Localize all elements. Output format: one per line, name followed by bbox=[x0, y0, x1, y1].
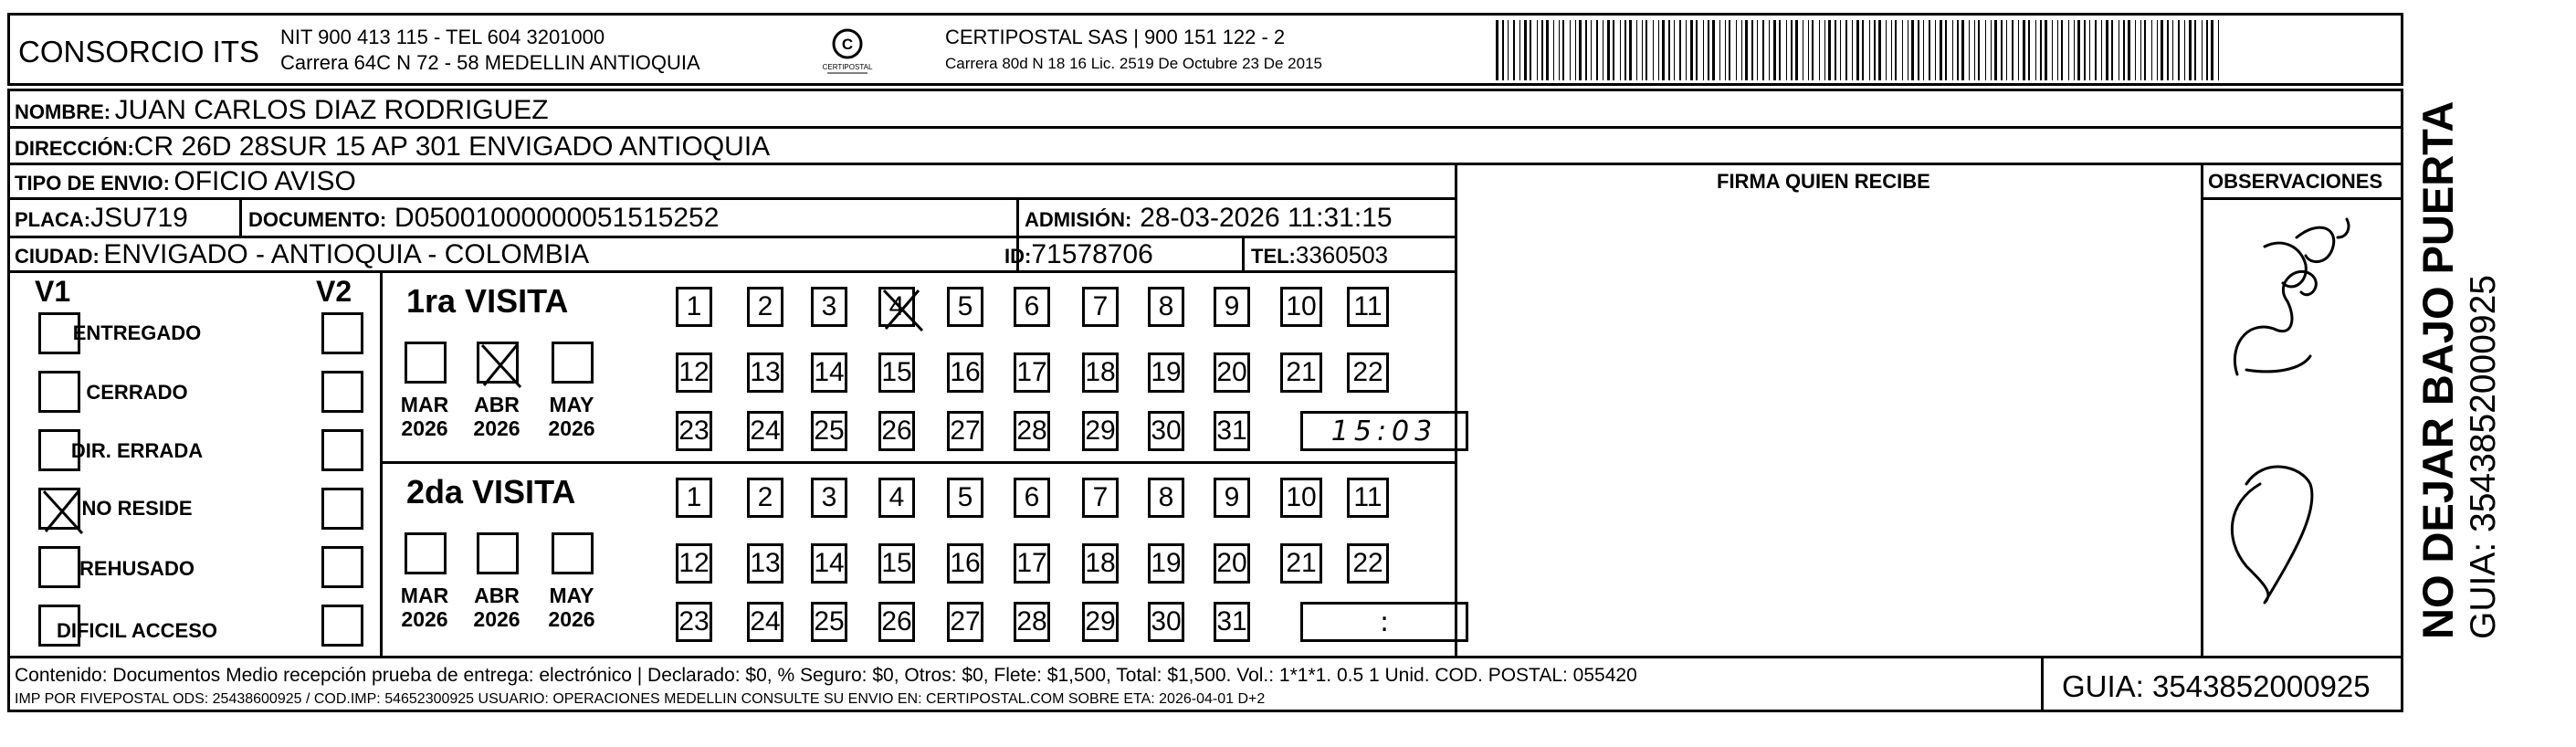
visit-2-month-checkbox-2[interactable] bbox=[477, 532, 519, 574]
visit-1-day-21[interactable]: 21 bbox=[1280, 352, 1322, 393]
visit-2-month-checkbox-3[interactable] bbox=[552, 532, 594, 574]
visit-1-day-10[interactable]: 10 bbox=[1280, 287, 1322, 327]
company-nit: NIT 900 413 115 - TEL 604 3201000 bbox=[280, 26, 605, 48]
admision-label: ADMISIÓN: bbox=[1025, 208, 1132, 231]
company-name: CONSORCIO ITS bbox=[18, 35, 260, 68]
visit-1-day-24[interactable]: 24 bbox=[747, 411, 783, 451]
visit-1-day-15[interactable]: 15 bbox=[878, 352, 915, 393]
visit-1-day-13[interactable]: 13 bbox=[747, 352, 783, 393]
imp-text: IMP POR FIVEPOSTAL ODS: 25438600925 / COD.IMP: 54652300925 USUARIO: OPERACIONES MEDELLIN CONSULTE SU ENVIO EN: CERTIPOSTAL.COM SOBRE ETA: 2026-04-01 D+2 bbox=[15, 691, 1266, 707]
visit-1-day-18[interactable]: 18 bbox=[1082, 352, 1119, 393]
visit-1-day-23[interactable]: 23 bbox=[676, 411, 712, 451]
visit-2-day-7[interactable]: 7 bbox=[1082, 478, 1119, 518]
certipostal-logo bbox=[811, 26, 884, 77]
documento-label: DOCUMENTO: bbox=[248, 208, 387, 231]
id-value: 71578706 bbox=[1031, 239, 1153, 269]
tipo-row bbox=[15, 168, 356, 195]
visit-2-day-22[interactable]: 22 bbox=[1347, 543, 1389, 584]
nombre-value: JUAN CARLOS DIAZ RODRIGUEZ bbox=[114, 95, 549, 125]
visit-2-month-label-1: MAR 2026 bbox=[400, 584, 449, 632]
tel-label: TEL: bbox=[1251, 245, 1296, 268]
contenido-text: Contenido: Documentos Medio recepción prueba de entrega: electrónico | Declarado: $0, % Seguro: $0, Otros: $0, Flete: $1,500, Total: $1,500. Vol.: 1*1*1. 0.5 1 Unid. COD. POSTAL: 055420 bbox=[15, 665, 1637, 686]
visit-2-day-14[interactable]: 14 bbox=[811, 543, 847, 584]
visit-2-day-16[interactable]: 16 bbox=[947, 543, 983, 584]
visit-2-day-12[interactable]: 12 bbox=[676, 543, 712, 584]
visit-1-day-14[interactable]: 14 bbox=[811, 352, 847, 393]
tel-value: 3360503 bbox=[1295, 241, 1389, 268]
visit-2-day-8[interactable]: 8 bbox=[1148, 478, 1184, 518]
company-address: Carrera 64C N 72 - 58 MEDELLIN ANTIOQUIA bbox=[280, 51, 700, 74]
status-v2-checkbox-cerrado[interactable] bbox=[321, 371, 363, 413]
direccion-row bbox=[15, 133, 770, 161]
visit-1-month-label-3: MAY 2026 bbox=[548, 393, 595, 441]
visit-2-day-18[interactable]: 18 bbox=[1082, 543, 1119, 584]
direccion-value: CR 26D 28SUR 15 AP 301 ENVIGADO ANTIOQUIA bbox=[133, 132, 771, 162]
visit-2-day-30[interactable]: 30 bbox=[1148, 602, 1184, 642]
direccion-label: DIRECCIÓN: bbox=[15, 137, 134, 160]
tipo-value: OFICIO AVISO bbox=[173, 166, 356, 196]
nombre-row bbox=[15, 97, 549, 124]
status-label-cerrado: CERRADO bbox=[86, 381, 188, 404]
visit-2-day-13[interactable]: 13 bbox=[747, 543, 783, 584]
courier-address: Carrera 80d N 18 16 Lic. 2519 De Octubre 23 De 2015 bbox=[945, 55, 1322, 72]
admision-row bbox=[1025, 205, 1393, 232]
status-label-entregado: ENTREGADO bbox=[72, 321, 202, 344]
v1-label: V1 bbox=[35, 275, 71, 308]
visit-1-day-16[interactable]: 16 bbox=[947, 352, 983, 393]
side-line1: NO DEJAR BAJO PUERTA bbox=[2413, 100, 2462, 639]
firma-label: FIRMA QUIEN RECIBE bbox=[1717, 170, 1930, 193]
visit-2-month-label-2: ABR 2026 bbox=[473, 584, 520, 632]
visit-2-day-24[interactable]: 24 bbox=[747, 602, 783, 642]
svg-text:C: C bbox=[841, 36, 854, 53]
status-v2-checkbox-dificil-acceso[interactable] bbox=[321, 605, 363, 647]
logo-text: CERTIPOSTAL bbox=[822, 63, 873, 71]
documento-value: D05001000000051515252 bbox=[394, 203, 720, 233]
visit-1-day-3[interactable]: 3 bbox=[811, 287, 847, 327]
tel-row bbox=[1251, 243, 1388, 267]
visit-1-day-6[interactable]: 6 bbox=[1014, 287, 1050, 327]
visit-2-day-6[interactable]: 6 bbox=[1014, 478, 1050, 518]
visit-1-month-checkbox-3[interactable] bbox=[552, 342, 594, 384]
visit-1-day-17[interactable]: 17 bbox=[1014, 352, 1050, 393]
id-row bbox=[1004, 241, 1153, 268]
barcode bbox=[1496, 20, 2223, 80]
visit-2-day-4[interactable]: 4 bbox=[878, 478, 915, 518]
status-label-rehusado: REHUSADO bbox=[79, 557, 195, 580]
visit-1-day-25[interactable]: 25 bbox=[811, 411, 847, 451]
visit-1-month-label-2: ABR 2026 bbox=[473, 393, 520, 441]
visit-1-day-22[interactable]: 22 bbox=[1347, 352, 1389, 393]
visit-1-day-7[interactable]: 7 bbox=[1082, 287, 1119, 327]
observaciones-label: OBSERVACIONES bbox=[2208, 170, 2383, 193]
visit-title-2: 2da VISITA bbox=[406, 473, 576, 510]
visit-2-day-1[interactable]: 1 bbox=[676, 478, 712, 518]
status-v2-checkbox-entregado[interactable] bbox=[321, 312, 363, 354]
visit-1-time-box[interactable]: 15:03 bbox=[1300, 411, 1468, 451]
v2-label: V2 bbox=[316, 275, 352, 308]
status-v2-checkbox-no-reside[interactable] bbox=[321, 488, 363, 530]
courier-name: CERTIPOSTAL SAS | 900 151 122 - 2 bbox=[945, 26, 1286, 48]
visit-1-day-28[interactable]: 28 bbox=[1014, 411, 1050, 451]
visit-2-day-29[interactable]: 29 bbox=[1082, 602, 1119, 642]
visit-1-day-4[interactable]: 4 bbox=[878, 287, 915, 327]
nombre-label: NOMBRE: bbox=[15, 100, 111, 123]
documento-row bbox=[248, 205, 719, 232]
day-check-mark bbox=[881, 289, 918, 330]
visit-1-day-1[interactable]: 1 bbox=[676, 287, 712, 327]
visit-2-day-20[interactable]: 20 bbox=[1214, 543, 1250, 584]
visit-2-day-2[interactable]: 2 bbox=[747, 478, 783, 518]
visit-1-day-11[interactable]: 11 bbox=[1347, 287, 1389, 327]
visit-1-day-27[interactable]: 27 bbox=[947, 411, 983, 451]
visit-1-day-19[interactable]: 19 bbox=[1148, 352, 1184, 393]
visit-1-day-31[interactable]: 31 bbox=[1214, 411, 1250, 451]
visit-1-day-5[interactable]: 5 bbox=[947, 287, 983, 327]
visit-2-day-15[interactable]: 15 bbox=[878, 543, 915, 584]
visit-2-day-11[interactable]: 11 bbox=[1347, 478, 1389, 518]
visit-2-day-25[interactable]: 25 bbox=[811, 602, 847, 642]
status-label-dificil-acceso: DIFICIL ACCESO bbox=[56, 619, 217, 642]
visit-2-day-17[interactable]: 17 bbox=[1014, 543, 1050, 584]
visit-2-time-box[interactable]: : bbox=[1300, 602, 1468, 642]
visit-1-day-8[interactable]: 8 bbox=[1148, 287, 1184, 327]
status-v2-checkbox-dir-errada[interactable] bbox=[321, 429, 363, 471]
ciudad-row bbox=[15, 241, 589, 268]
main-form bbox=[7, 89, 2403, 712]
visit-1-month-label-1: MAR 2026 bbox=[400, 393, 449, 441]
side-text bbox=[2411, 100, 2529, 639]
visit-2-day-21[interactable]: 21 bbox=[1280, 543, 1322, 584]
visit-1-day-12[interactable]: 12 bbox=[676, 352, 712, 393]
visit-2-day-9[interactable]: 9 bbox=[1214, 478, 1250, 518]
visit-2-day-10[interactable]: 10 bbox=[1280, 478, 1322, 518]
visit-2-day-3[interactable]: 3 bbox=[811, 478, 847, 518]
placa-label: PLACA: bbox=[15, 208, 91, 231]
ciudad-label: CIUDAD: bbox=[15, 245, 100, 268]
ciudad-value: ENVIGADO - ANTIOQUIA - COLOMBIA bbox=[103, 239, 590, 269]
visit-2-day-31[interactable]: 31 bbox=[1214, 602, 1250, 642]
handwritten-signature bbox=[2210, 210, 2383, 621]
status-label-no-reside: NO RESIDE bbox=[81, 497, 193, 520]
visit-1-month-checkbox-2[interactable] bbox=[477, 342, 519, 384]
visit-1-day-29[interactable]: 29 bbox=[1082, 411, 1119, 451]
visit-2-day-23[interactable]: 23 bbox=[676, 602, 712, 642]
status-v2-checkbox-rehusado[interactable] bbox=[321, 546, 363, 588]
tipo-label: TIPO DE ENVIO: bbox=[15, 172, 170, 195]
visit-2-month-label-3: MAY 2026 bbox=[548, 584, 595, 632]
id-label: ID: bbox=[1004, 245, 1032, 268]
visit-title-1: 1ra VISITA bbox=[406, 282, 569, 320]
footer-guia: GUIA: 3543852000925 bbox=[2062, 669, 2371, 703]
visit-2-month-checkbox-1[interactable] bbox=[405, 532, 447, 574]
placa-value: JSU719 bbox=[90, 203, 188, 233]
visit-1-day-26[interactable]: 26 bbox=[878, 411, 915, 451]
visit-1-month-checkbox-1[interactable] bbox=[405, 342, 447, 384]
visit-2-day-28[interactable]: 28 bbox=[1014, 602, 1050, 642]
visit-2-day-5[interactable]: 5 bbox=[947, 478, 983, 518]
visit-1-day-20[interactable]: 20 bbox=[1214, 352, 1250, 393]
visit-2-day-26[interactable]: 26 bbox=[878, 602, 915, 642]
visit-1-day-9[interactable]: 9 bbox=[1214, 287, 1250, 327]
visit-2-day-27[interactable]: 27 bbox=[947, 602, 983, 642]
visit-2-day-19[interactable]: 19 bbox=[1148, 543, 1184, 584]
visit-1-day-2[interactable]: 2 bbox=[747, 287, 783, 327]
status-label-dir-errada: DIR. ERRADA bbox=[70, 439, 204, 462]
admision-value: 28-03-2026 11:31:15 bbox=[1140, 203, 1393, 233]
side-line2: GUIA: 3543852000925 bbox=[2464, 275, 2503, 639]
placa-row bbox=[15, 205, 188, 232]
visit-1-day-30[interactable]: 30 bbox=[1148, 411, 1184, 451]
